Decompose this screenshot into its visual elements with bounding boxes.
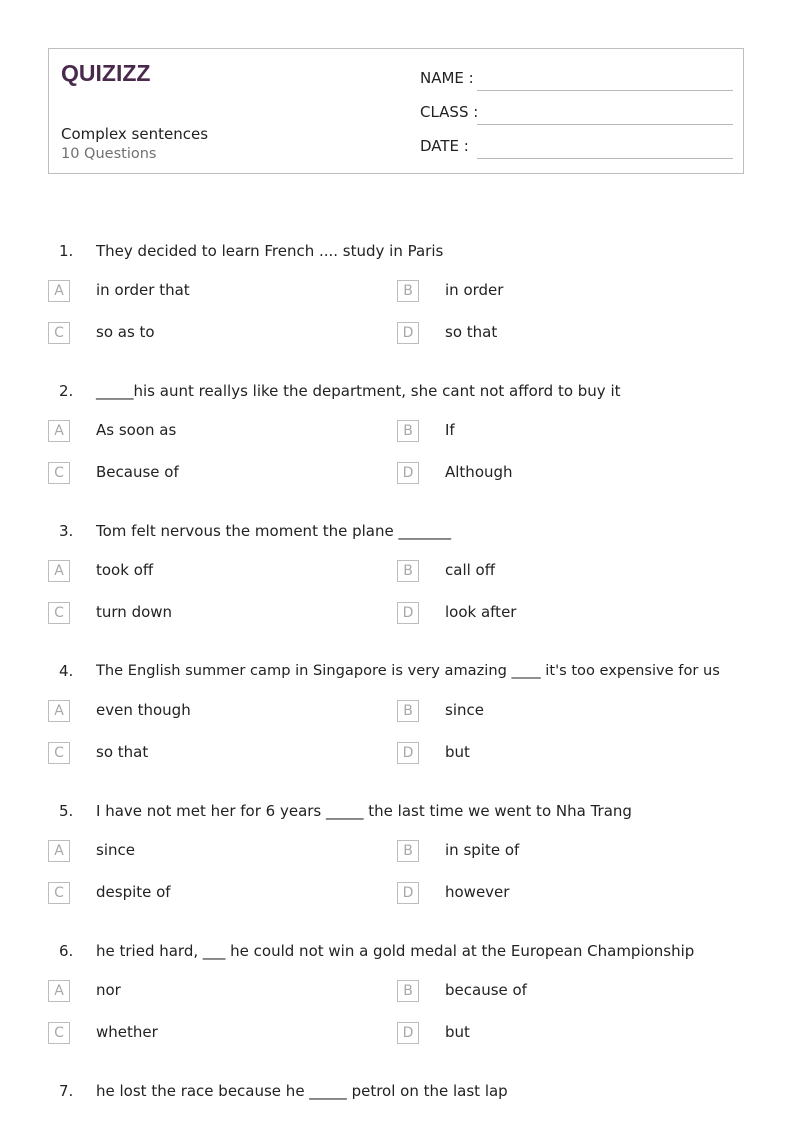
option-letter-box[interactable]: B xyxy=(397,420,419,442)
quiz-title: Complex sentences xyxy=(61,125,209,143)
date-label: DATE : xyxy=(420,137,469,155)
option-letter-box[interactable]: D xyxy=(397,462,419,484)
option-text: turn down xyxy=(96,603,173,621)
option-letter-box[interactable]: B xyxy=(397,280,419,302)
option-text: even though xyxy=(96,701,191,719)
option-letter-box[interactable]: C xyxy=(48,742,70,764)
question-number: 6. xyxy=(59,942,74,960)
option-text: look after xyxy=(445,603,517,621)
option-text: Although xyxy=(445,463,513,481)
svg-text:QUIZIZZ: QUIZIZZ xyxy=(61,60,151,86)
option-letter-box[interactable]: C xyxy=(48,882,70,904)
question-text: The English summer camp in Singapore is very amazing ____ it's too expensive for us xyxy=(96,662,720,679)
name-line[interactable] xyxy=(477,90,733,91)
name-field[interactable] xyxy=(420,69,733,91)
name-label: NAME : xyxy=(420,69,474,87)
question-text: _____his aunt reallys like the department, she cant not afford to buy it xyxy=(96,382,621,400)
option-text: so that xyxy=(445,323,498,341)
option-text: despite of xyxy=(96,883,171,901)
option-letter-box[interactable]: A xyxy=(48,420,70,442)
option-letter-box[interactable]: C xyxy=(48,602,70,624)
option-text: since xyxy=(445,701,484,719)
question-5 xyxy=(0,802,794,942)
option-text: however xyxy=(445,883,510,901)
question-text: They decided to learn French .... study in Paris xyxy=(96,242,444,260)
option-text: Because of xyxy=(96,463,179,481)
option-letter-box[interactable]: B xyxy=(397,980,419,1002)
option-text: because of xyxy=(445,981,527,999)
question-text: he tried hard, ___ he could not win a gold medal at the European Championship xyxy=(96,942,695,960)
question-2 xyxy=(0,382,794,522)
option-letter-box[interactable]: D xyxy=(397,742,419,764)
class-label: CLASS : xyxy=(420,103,479,121)
option-text: but xyxy=(445,743,470,761)
question-4 xyxy=(0,662,794,802)
question-number: 1. xyxy=(59,242,74,260)
option-letter-box[interactable]: A xyxy=(48,980,70,1002)
option-text: but xyxy=(445,1023,470,1041)
question-number: 4. xyxy=(59,662,74,680)
question-number: 2. xyxy=(59,382,74,400)
quizizz-logo xyxy=(61,59,161,89)
option-text: call off xyxy=(445,561,496,579)
option-letter-box[interactable]: B xyxy=(397,560,419,582)
date-field[interactable] xyxy=(420,137,733,159)
question-6 xyxy=(0,942,794,1082)
question-3 xyxy=(0,522,794,662)
option-letter-box[interactable]: D xyxy=(397,1022,419,1044)
question-number: 5. xyxy=(59,802,74,820)
option-letter-box[interactable]: A xyxy=(48,840,70,862)
question-1 xyxy=(0,242,794,382)
option-letter-box[interactable]: C xyxy=(48,1022,70,1044)
date-line[interactable] xyxy=(477,158,733,159)
option-letter-box[interactable]: D xyxy=(397,882,419,904)
question-7 xyxy=(0,1082,794,1112)
option-text: in spite of xyxy=(445,841,520,859)
class-line[interactable] xyxy=(477,124,733,125)
worksheet-header xyxy=(48,48,744,174)
option-text: As soon as xyxy=(96,421,177,439)
question-number: 7. xyxy=(59,1082,74,1100)
option-letter-box[interactable]: D xyxy=(397,602,419,624)
question-text: I have not met her for 6 years _____ the last time we went to Nha Trang xyxy=(96,802,632,820)
option-letter-box[interactable]: A xyxy=(48,700,70,722)
option-text: took off xyxy=(96,561,154,579)
option-text: since xyxy=(96,841,135,859)
option-text: so as to xyxy=(96,323,155,341)
option-text: nor xyxy=(96,981,121,999)
option-letter-box[interactable]: D xyxy=(397,322,419,344)
option-letter-box[interactable]: B xyxy=(397,700,419,722)
class-field[interactable] xyxy=(420,103,733,125)
option-letter-box[interactable]: A xyxy=(48,280,70,302)
option-letter-box[interactable]: C xyxy=(48,462,70,484)
question-text: he lost the race because he _____ petrol on the last lap xyxy=(96,1082,508,1100)
option-letter-box[interactable]: A xyxy=(48,560,70,582)
question-number: 3. xyxy=(59,522,74,540)
option-letter-box[interactable]: B xyxy=(397,840,419,862)
option-text: so that xyxy=(96,743,149,761)
option-text: If xyxy=(445,421,455,439)
option-text: whether xyxy=(96,1023,158,1041)
option-text: in order xyxy=(445,281,504,299)
question-text: Tom felt nervous the moment the plane _______ xyxy=(96,522,451,540)
option-letter-box[interactable]: C xyxy=(48,322,70,344)
option-text: in order that xyxy=(96,281,190,299)
question-count: 10 Questions xyxy=(61,146,157,162)
